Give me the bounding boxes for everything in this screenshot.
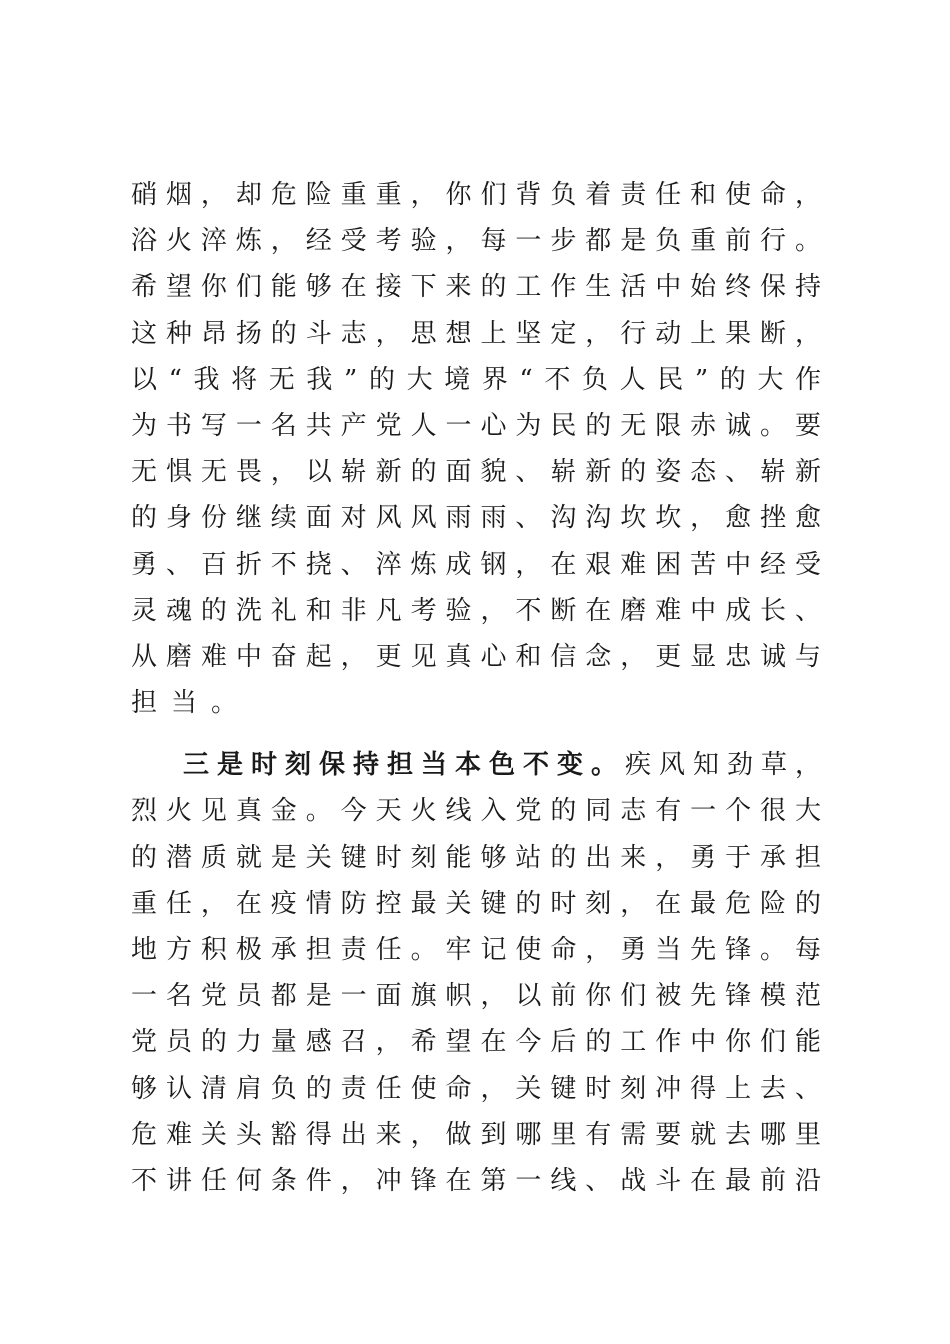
text-line: 浴火淬炼，经受考验，每一步都是负重前行。 <box>131 226 821 257</box>
text-line: 够认清肩负的责任使命，关键时刻冲得上去、 <box>131 1073 821 1104</box>
text-line: 为书写一名共产党人一心为民的无限赤诚。要 <box>131 410 821 441</box>
text-line: 硝烟，却危险重重，你们背负着责任和使命， <box>131 180 821 210</box>
text-line: 勇、百折不挠、淬炼成钢，在艰难困苦中经受 <box>131 549 821 580</box>
text-line: 无惧无畏，以崭新的面貌、崭新的姿态、崭新 <box>131 457 821 488</box>
paragraph-2 <box>131 742 821 1204</box>
text-line: 危难关头豁得出来，做到哪里有需要就去哪里 <box>131 1119 821 1150</box>
section-heading: 三是时刻保持担当本色不变。 <box>183 750 625 781</box>
text-run: 疾风知劲草， <box>625 750 821 781</box>
text-line: 重任，在疫情防控最关键的时刻，在最危险的 <box>131 888 821 919</box>
text-line: 这种昂扬的斗志，思想上坚定，行动上果断， <box>131 318 821 349</box>
text-line: 的潜质就是关键时刻能够站的出来，勇于承担 <box>131 842 821 873</box>
document-body <box>131 172 821 1204</box>
text-line: 灵魂的洗礼和非凡考验，不断在磨难中成长、 <box>131 595 821 626</box>
text-line: 希望你们能够在接下来的工作生活中始终保持 <box>131 272 821 303</box>
text-line: 从磨难中奋起，更见真心和信念，更显忠诚与 <box>131 641 821 672</box>
paragraph-1 <box>131 172 821 726</box>
text-line: 党员的力量感召，希望在今后的工作中你们能 <box>131 1027 821 1058</box>
text-line: 烈火见真金。今天火线入党的同志有一个很大 <box>131 796 821 827</box>
text-line: 一名党员都是一面旗帜，以前你们被先锋模范 <box>131 981 821 1012</box>
text-line: 不讲任何条件，冲锋在第一线、战斗在最前沿 <box>131 1165 821 1196</box>
text-line: 以“我将无我”的大境界“不负人民”的大作 <box>131 364 821 395</box>
paragraph-first-line <box>131 742 821 788</box>
text-line: 担当。 <box>131 688 252 719</box>
text-line: 地方积极承担责任。牢记使命，勇当先锋。每 <box>131 935 821 965</box>
text-line: 的身份继续面对风风雨雨、沟沟坎坎，愈挫愈 <box>131 503 821 534</box>
paragraph-gap <box>131 726 821 742</box>
